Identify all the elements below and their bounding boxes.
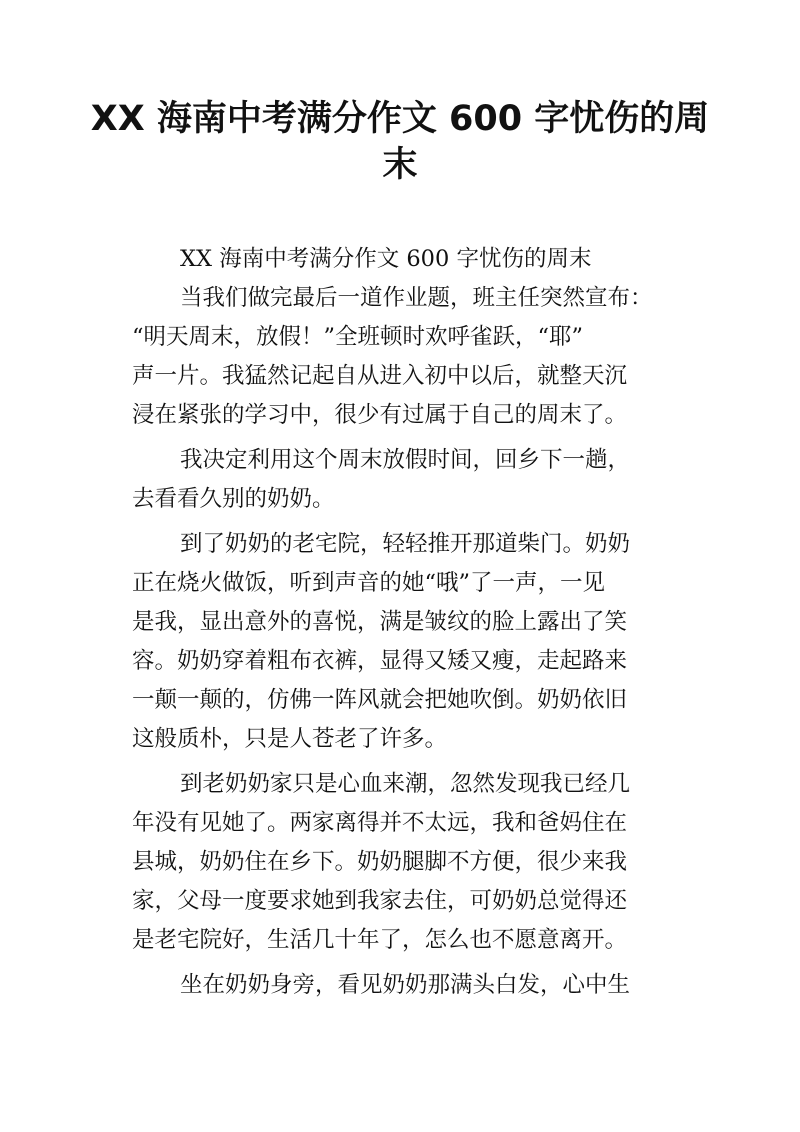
paragraph-line: 这般质朴，只是人苍老了许多。 — [132, 726, 448, 752]
paragraph-line: 声一片。我猛然记起自从进入初中以后，就整天沉 — [132, 363, 628, 389]
paragraph-line: “明天周末，放假！”全班顿时欢呼雀跃，“耶” — [132, 324, 584, 350]
paragraph-line: 年没有见她了。两家离得并不太远，我和爸妈住在 — [132, 810, 628, 836]
paragraph-line: 是老宅院好，生活几十年了，怎么也不愿意离开。 — [132, 927, 628, 953]
paragraph-line: 一颠一颠的，仿佛一阵风就会把她吹倒。奶奶依旧 — [132, 687, 628, 713]
paragraph-line: 当我们做完最后一道作业题，班主任突然宣布： — [180, 285, 653, 311]
paragraph-line: 浸在紧张的学习中，很少有过属于自己的周末了。 — [132, 402, 628, 428]
essay-subtitle: XX 海南中考满分作文 600 字忧伤的周末 — [180, 246, 592, 272]
paragraph-line: 正在烧火做饭，听到声音的她“哦”了一声，一见 — [132, 570, 606, 596]
title-line-1: XX 海南中考满分作文 600 字忧伤的周 — [90, 99, 710, 139]
paragraph-line: 去看看久别的奶奶。 — [132, 486, 335, 512]
document-title — [0, 96, 800, 188]
paragraph-line: 县城，奶奶住在乡下。奶奶腿脚不方便，很少来我 — [132, 849, 628, 875]
essay-body — [132, 240, 672, 1005]
paragraph-line: 是我，显出意外的喜悦，满是皱纹的脸上露出了笑 — [132, 609, 628, 635]
paragraph-line: 到了奶奶的老宅院，轻轻推开那道柴门。奶奶 — [180, 531, 631, 557]
paragraph-line: 容。奶奶穿着粗布衣裤，显得又矮又瘦，走起路来 — [132, 648, 628, 674]
title-line-2: 末 — [382, 145, 418, 185]
paragraph-line: 到老奶奶家只是心血来潮，忽然发现我已经几 — [180, 771, 631, 797]
paragraph-line: 坐在奶奶身旁，看见奶奶那满头白发，心中生 — [180, 972, 631, 998]
paragraph-line: 家，父母一度要求她到我家去住，可奶奶总觉得还 — [132, 888, 628, 914]
paragraph-line: 我决定利用这个周末放假时间，回乡下一趟， — [180, 447, 631, 473]
